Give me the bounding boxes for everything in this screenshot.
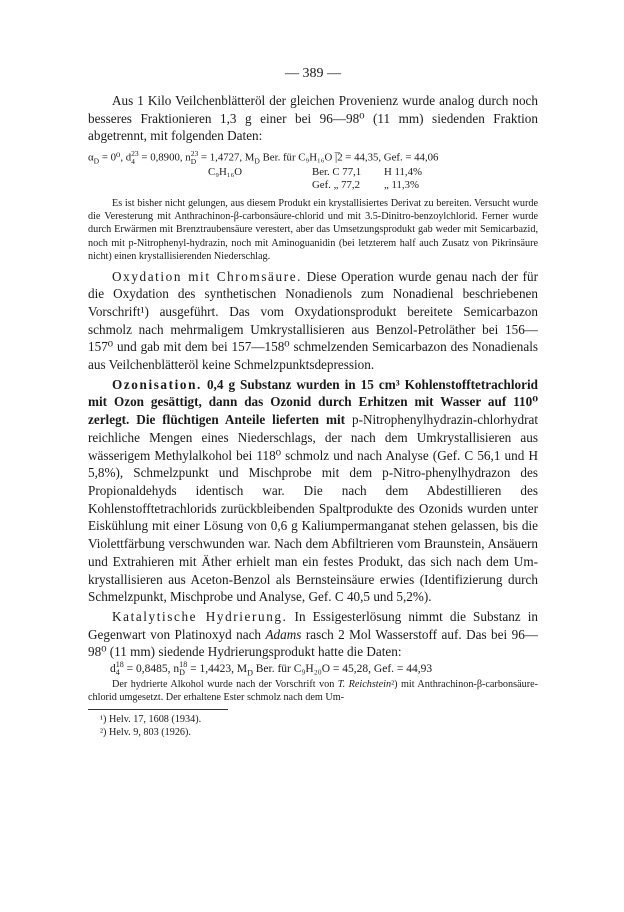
analysis-compound: C₉H₁₆O	[208, 166, 243, 179]
author-name: Adams	[265, 626, 302, 642]
small-print-note: Es ist bisher nicht gelungen, aus diesem Produkt ein krystallisiertes Derivat zu bereiten. Versucht wurde die Veresterung mit Anthrachinon-β-carbonsäure-chlorid und mit 3.5-Dinitro-benzoylchlorid. Ferner wurde durch Erwärmen mit Brenztraubensäure verestert, aber das Umsetzungsprodukt gab weder mit Semicarbazid, noch mit p-Nitrophenyl-hydrazin, noch mit Aminoguanidin (bei letzterem half auch Zusatz von Pikrinsäure nicht) einen krystallisierenden Niederschlag.	[88, 197, 538, 263]
page-number: — 389 —	[285, 66, 341, 81]
heading-hydrierung: Katalytische Hydrierung.	[112, 608, 288, 624]
footnote-divider	[88, 709, 228, 710]
footnotes	[88, 713, 538, 739]
main-text	[88, 92, 538, 145]
small-print-ester: Der hydrierte Alkohol wurde nach der Vorschrift von T. Reichstein²) mit Anthrachinon-β-carbonsäure-chlorid umgesetzt. Der erhaltene Ester schmolz nach dem Um-	[88, 679, 538, 704]
footnote-1: ¹) Helv. 17, 1608 (1934).	[100, 713, 202, 725]
heading-ozonisation: Ozonisation.	[112, 376, 202, 392]
section-oxydation: Oxydation mit Chromsäure. Diese Operation wurde genau nach der für die Oxydation des synthetischen Nonadienols zum Nonadienal beschriebenen Vorschrift¹) ausgeführt. Das vom Oxydationsprodukt bereitete Semicarbazon schmolz nach mehrmaligem Umkrystallisieren aus Benzol-Petroläther bei 156—157⁰ und gab mit dem bei 157—158⁰ schmelzenden Semicarbazon des Nonadienals aus Veilchenblätteröl keine Schmelzpunktsdepression.	[88, 268, 539, 373]
author-reichstein: T. Reichstein	[337, 679, 392, 691]
formula-hydrogenated: d 18 4 = 0,8485, n 18 D = 1,4423, $M_D$ Ber. für C₉H₂₀O = 45,28, Gef. = 44,93	[110, 660, 433, 678]
paragraph-fraction: Aus 1 Kilo Veilchenblätteröl der gleichen Provenienz wurde analog durch noch besseres Fraktionieren 1,3 g einer bei 96—98⁰ (11 mm) siedenden Fraktion abgetrennt, mit folgenden Daten:	[88, 93, 538, 144]
heading-oxydation: Oxydation mit Chromsäure.	[112, 268, 303, 284]
formula-physical-data: $\alpha_D = 0^0$, d 23 4 = 0,8900, n 23 D = 1,4727, $M_D$ Ber. für C₉H₁₆O |̅2 = 44,35, Gef. = 44,06	[88, 149, 439, 167]
journal-page	[88, 66, 538, 739]
section-hydrierung: Katalytische Hydrierung. In Essigesterlösung nimmt die Substanz in Gegenwart von Platinoxyd nach Adams rasch 2 Mol Wasserstoff auf. Das bei 96—98⁰ (11 mm) siedende Hydrierungsprodukt hatte die Daten:	[88, 608, 538, 660]
section-ozonisation: Ozonisation. 0,4 g Substanz wurden in 15 cm³ Kohlenstofftetrachlorid mit Ozon gesättigt, dann das Ozonid durch Erhitzen mit Wasser auf 110⁰ zerlegt. Die flüchtigen Anteile lieferten mit p-Nitrophenylhydrazin-chlorhydrat reichliche Mengen eines Niederschlags, der nach dem Umkrystallisieren aus wässerigem Methylalkohol bei 118⁰ schmolz und nach Analyse (Gef. C 56,1 und H 5,8%), Schmelzpunkt und Mischprobe mit dem p-Nitro-phenylhydrazon des Propionaldehyds identisch war. Die nach dem Abdestillieren des Kohlenstofftetrachlorids zurückbleibenden Spaltprodukte des Ozonids wurden unter Eiskühlung mit einer Lösung von 0,6 g Kaliumpermanganat stehen gelassen, bis die Violettfärbung verschwunden war. Nach dem Abfiltrieren vom Braunstein, Ansäuern und Extrahieren mit Äther erhielt man ein festes Produkt, das sich nach dem Umkrystallisieren aus Aceton-Benzol als Bernsteinsäure erwies (Identifizierung durch Schmelzpunkt, Mischprobe und Analyse, Gef. C 40,5 und 5,2%).	[88, 376, 538, 605]
footnote-2: ²) Helv. 9, 803 (1926).	[100, 726, 191, 738]
formula-analysis: C₉H₁₆O Ber. C 77,1 H 11,4% Gef. „ 77,2 „ 11,3%	[208, 166, 422, 192]
